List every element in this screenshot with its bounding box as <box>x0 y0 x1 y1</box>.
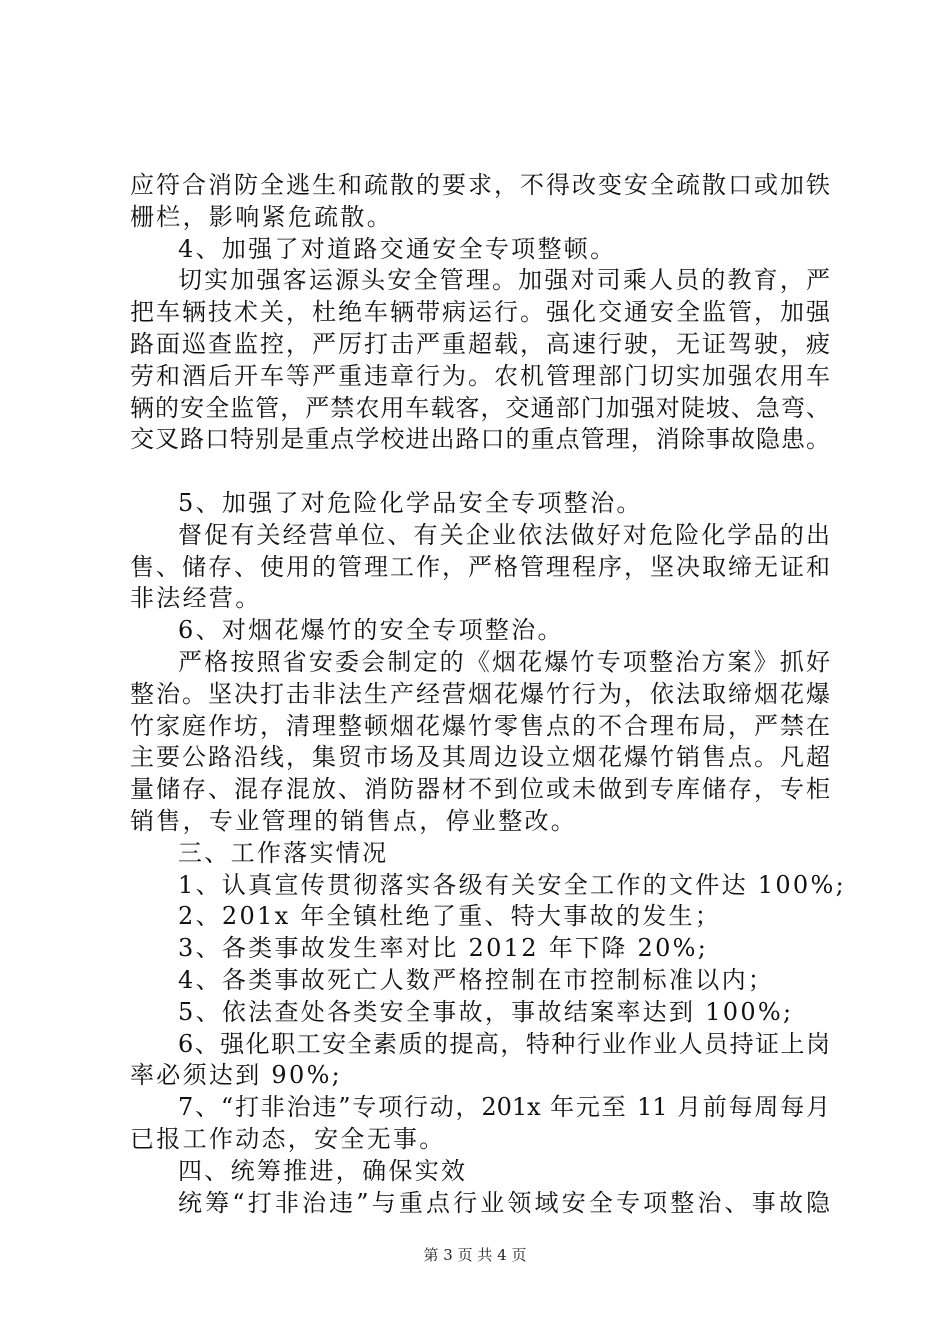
list-item: 3、各类事故发生率对比 2012 年下降 20%; <box>178 934 709 963</box>
paragraph-line: 应符合消防全逃生和疏散的要求，不得改变安全疏散口或加铁 <box>130 171 830 199</box>
section-heading: 三、工作落实情况 <box>178 838 389 867</box>
paragraph-line: 量储存、混存混放、消防器材不到位或未做到专库储存，专柜 <box>130 775 830 804</box>
paragraph-line: 辆的安全监管，严禁农用车载客，交通部门加强对陡坡、急弯、 <box>130 393 830 422</box>
paragraph-line: 统筹“打非治违”与重点行业领域安全专项整治、事故隐 <box>178 1188 830 1217</box>
section-heading: 四、统筹推进，确保实效 <box>178 1156 468 1185</box>
section-heading: 5、加强了对危险化学品安全专项整治。 <box>178 488 643 517</box>
paragraph-line: 交叉路口特别是重点学校进出路口的重点管理，消除事故隐患。 <box>130 425 830 454</box>
paragraph-line: 栅栏，影响紧危疏散。 <box>130 202 393 231</box>
paragraph-line: 切实加强客运源头安全管理。加强对司乘人员的教育，严 <box>178 266 830 295</box>
list-item: 1、认真宣传贯彻落实各级有关安全工作的文件达 100%; <box>178 870 846 899</box>
section-heading: 6、对烟花爆竹的安全专项整治。 <box>178 616 564 645</box>
page-number: 第 3 页 共 4 页 <box>423 1246 527 1264</box>
list-item: 2、201x 年全镇杜绝了重、特大事故的发生； <box>178 902 722 931</box>
paragraph-line: 严格按照省安委会制定的《烟花爆竹专项整治方案》抓好 <box>178 647 830 676</box>
paragraph-line: 主要公路沿线，集贸市场及其周边设立烟花爆竹销售点。凡超 <box>130 743 830 772</box>
document-body <box>130 170 846 1219</box>
list-item: 5、依法查处各类安全事故，事故结案率达到 100%; <box>178 997 794 1026</box>
list-item: 7、“打非治违”专项行动，201x 年元至 11 月前每周每月 <box>178 1093 830 1122</box>
paragraph-line: 非法经营。 <box>130 584 262 613</box>
section-heading: 4、加强了对道路交通安全专项整顿。 <box>178 234 617 263</box>
paragraph-line: 售、储存、使用的管理工作，严格管理程序，坚决取缔无证和 <box>130 552 830 581</box>
list-item: 4、各类事故死亡人数严格控制在市控制标准以内； <box>178 965 775 994</box>
paragraph-line: 竹家庭作坊，清理整顿烟花爆竹零售点的不合理布局，严禁在 <box>130 711 830 740</box>
paragraph-line: 销售，专业管理的销售点，停业整改。 <box>130 806 578 835</box>
blank-line <box>130 456 830 488</box>
paragraph-line: 督促有关经营单位、有关企业依法做好对危险化学品的出 <box>178 520 830 549</box>
paragraph-line: 把车辆技术关，杜绝车辆带病运行。强化交通安全监管，加强 <box>130 298 830 327</box>
list-item: 6、强化职工安全素质的提高，特种行业作业人员持证上岗 <box>178 1029 830 1058</box>
paragraph-line: 路面巡查监控，严厉打击严重超载，高速行驶，无证驾驶，疲 <box>130 329 830 358</box>
list-item-continuation: 率必须达到 90%; <box>130 1061 343 1090</box>
list-item-continuation: 已报工作动态，安全无事。 <box>130 1124 446 1153</box>
paragraph-line: 劳和酒后开车等严重违章行为。农机管理部门切实加强农用车 <box>130 361 830 390</box>
paragraph-line: 整治。坚决打击非法生产经营烟花爆竹行为，依法取缔烟花爆 <box>130 679 830 708</box>
